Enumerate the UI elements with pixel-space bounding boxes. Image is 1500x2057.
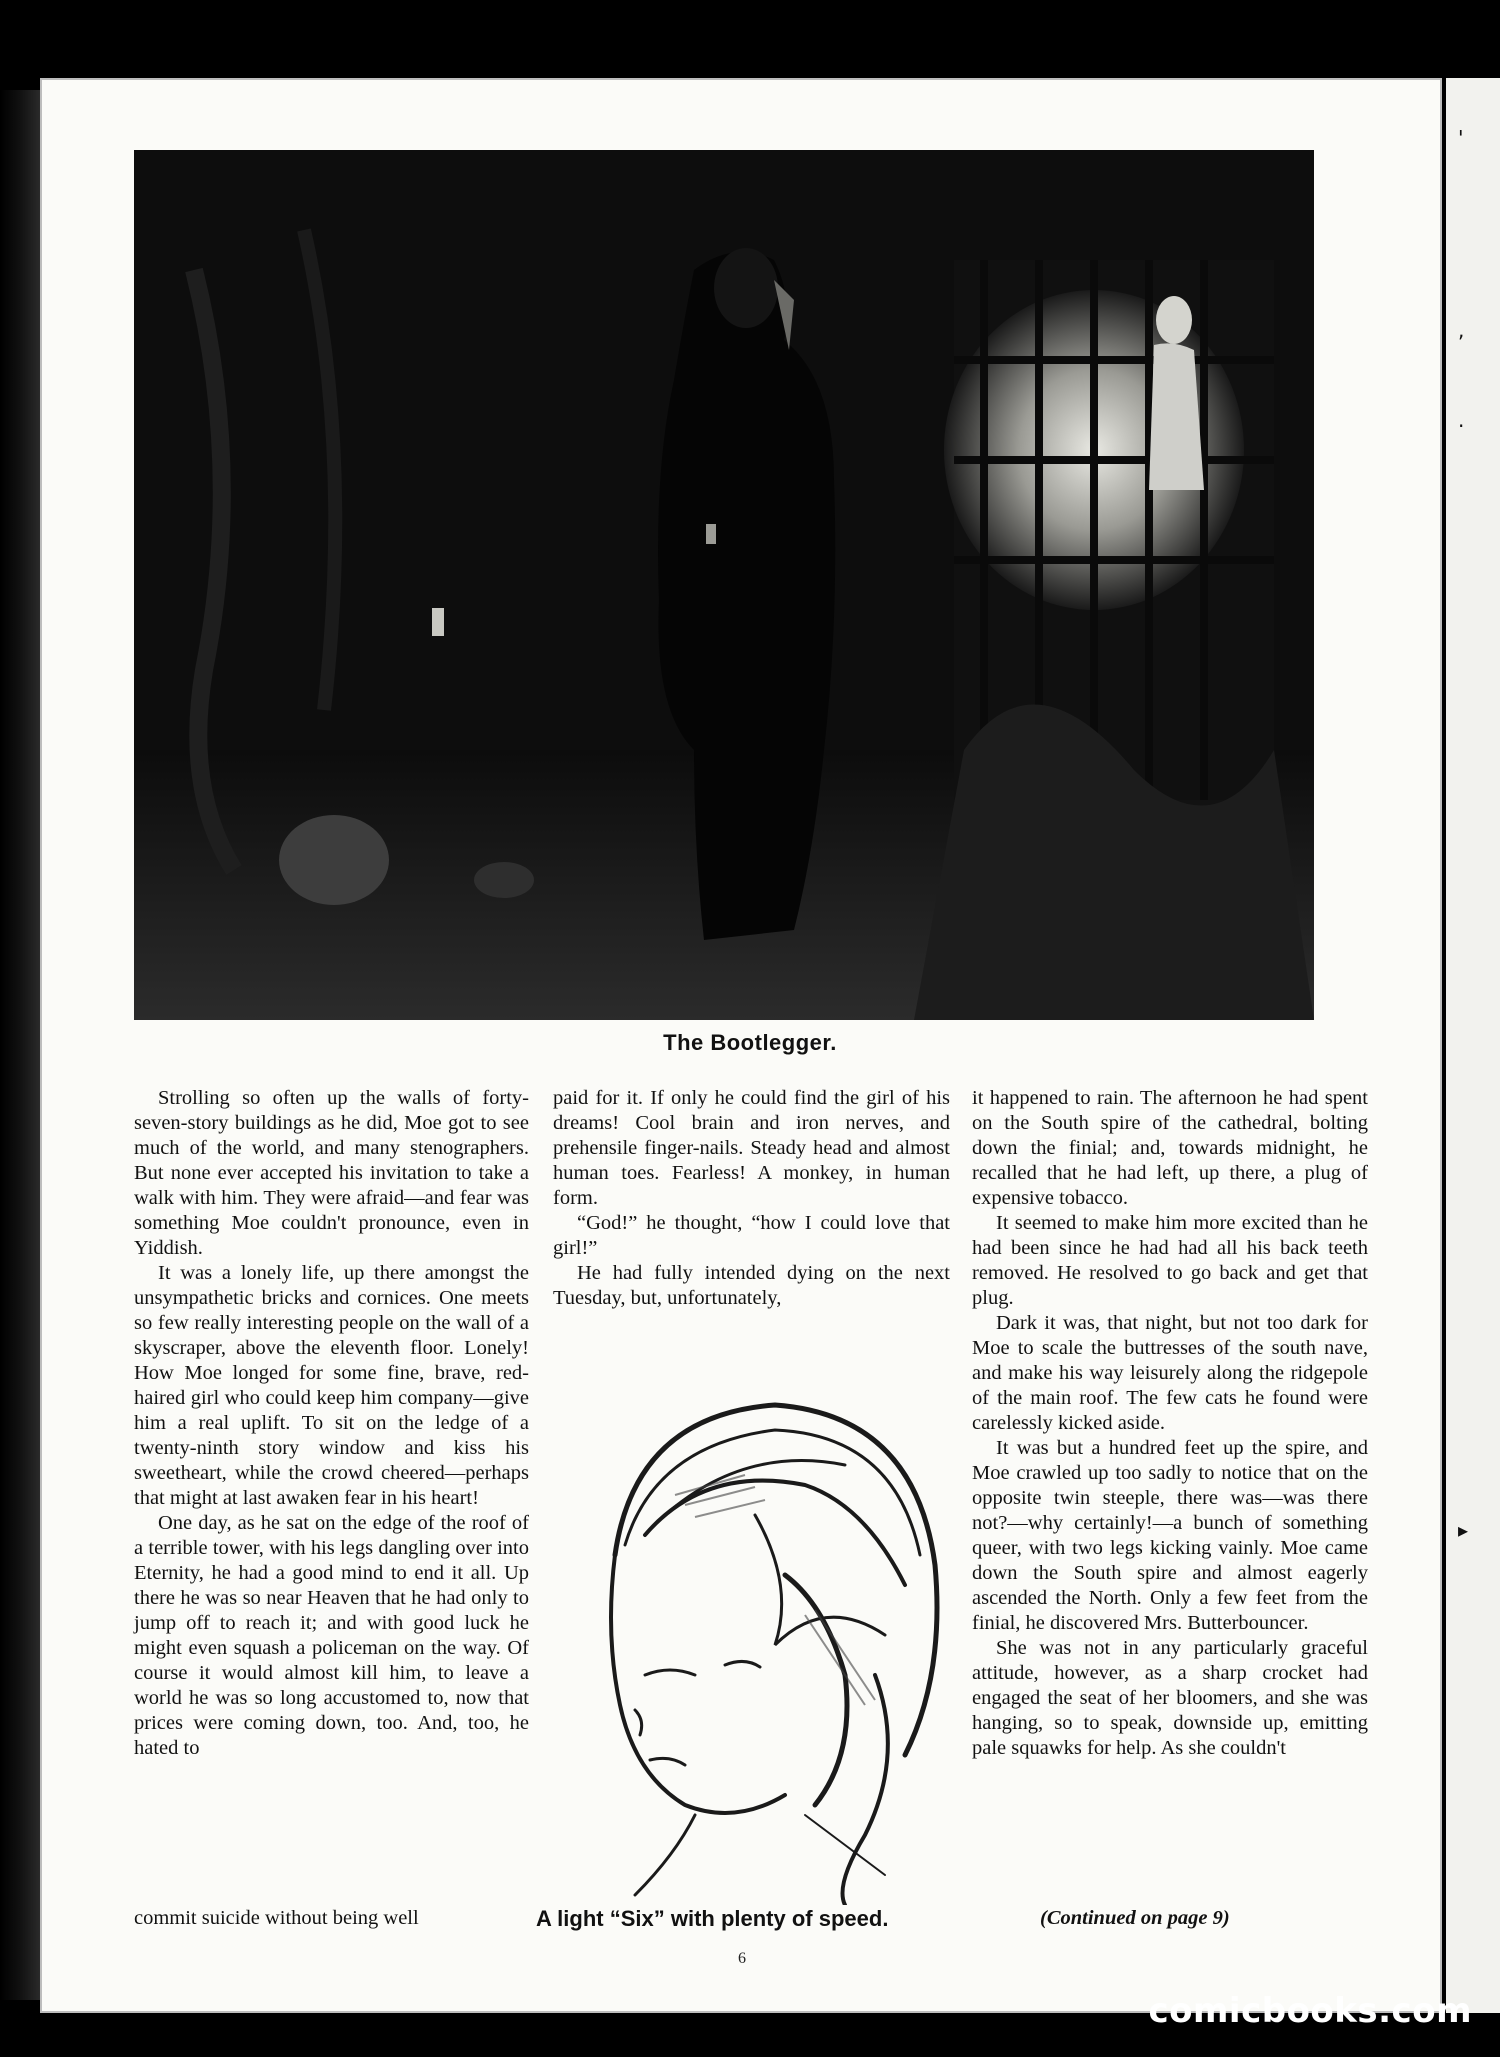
paragraph: “God!” he thought, “how I could love that girl!”: [553, 1212, 950, 1259]
illustration-caption: The Bootlegger.: [663, 1030, 837, 1055]
paragraph: He had fully intended dying on the next Tuesday, but, unfortunately,: [553, 1262, 950, 1309]
dark-painting-figure-at-window-icon: [134, 150, 1314, 1020]
girl-head-pencil-sketch-icon: [545, 1375, 955, 1905]
facing-page-edge: ' , . ▸: [1446, 78, 1500, 2013]
paragraph: It seemed to make him more excited than he had been since he had had all his back teeth removed. He resolved to go back and get that plug.: [972, 1212, 1368, 1309]
article-column-1: [134, 1086, 529, 1761]
continued-note: (Continued on page 9): [1040, 1907, 1230, 1929]
paragraph: One day, as he sat on the edge of the roof of a terrible tower, with his legs dangling over into Eternity, he had a good mind to end it all. Up there he was so near Heaven that he had only to jump off to reach it; and with good luck he might even squash a policeman on the way. Of course it would almost kill him, to leave a world he was so long accustomed to, now that prices were coming down, too. And, too, he hated to: [134, 1512, 529, 1759]
article-column-2: [553, 1086, 950, 1311]
paragraph: It was a lonely life, up there amongst the unsympathetic bricks and cornices. One meets so few really interesting people on the wall of a skyscraper, above the eleventh floor. Lonely! How Moe longed for some fine, brave, red-haired girl who could keep him company—give him a real uplift. To sit on the ledge of a twenty-ninth story window and kiss his sweetheart, while the crowd cheered—perhaps that might at last awaken fear in his heart!: [134, 1262, 529, 1509]
article-column-1-last-line: commit suicide without being well: [134, 1907, 419, 1929]
paragraph: Dark it was, that night, but not too dark for Moe to scale the buttresses of the south nave, and make his way leisurely along the ridgepole of the main roof. The few cats he found were carelessly kicked aside.: [972, 1312, 1368, 1434]
girl-sketch: [545, 1375, 955, 1930]
paragraph: She was not in any particularly graceful attitude, however, as a sharp crocket had engaged the seat of her bloomers, and she was hanging, so to speak, downside up, emitting pale squawks for help. As she couldn't: [972, 1637, 1368, 1759]
paragraph: it happened to rain. The afternoon he had spent on the South spire of the cathedral, bolting down the finial; and, towards midnight, he recalled that he had left, up there, a plug of expensive tobacco.: [972, 1087, 1368, 1209]
paragraph: It was but a hundred feet up the spire, and Moe crawled up too sadly to notice that on the opposite twin steeple, there was—was there not?—why certainly!—a bunch of something queer, with two legs kicking vainly. Moe came down the South spire and almost eagerly ascended the North. Only a few feet from the finial, he discovered Mrs. Butterbouncer.: [972, 1437, 1368, 1634]
paragraph: Strolling so often up the walls of forty-seven-story buildings as he did, Moe got to see much of the world, and many stenographers. But none ever accepted his invitation to take a walk with him. They were afraid—and fear was something Moe couldn't pronounce, even in Yiddish.: [134, 1087, 529, 1259]
watermark: comicbooks.com: [1148, 1991, 1472, 2031]
sketch-caption: A light “Six” with plenty of speed.: [536, 1906, 889, 1931]
article-column-3: [972, 1086, 1368, 1761]
page-number: 6: [738, 1950, 746, 1967]
bootlegger-illustration: [134, 150, 1314, 1020]
paragraph: paid for it. If only he could find the girl of his dreams! Cool brain and iron nerves, and prehensile finger-nails. Steady head and almost human toes. Fearless! A monkey, in human form.: [553, 1087, 950, 1209]
